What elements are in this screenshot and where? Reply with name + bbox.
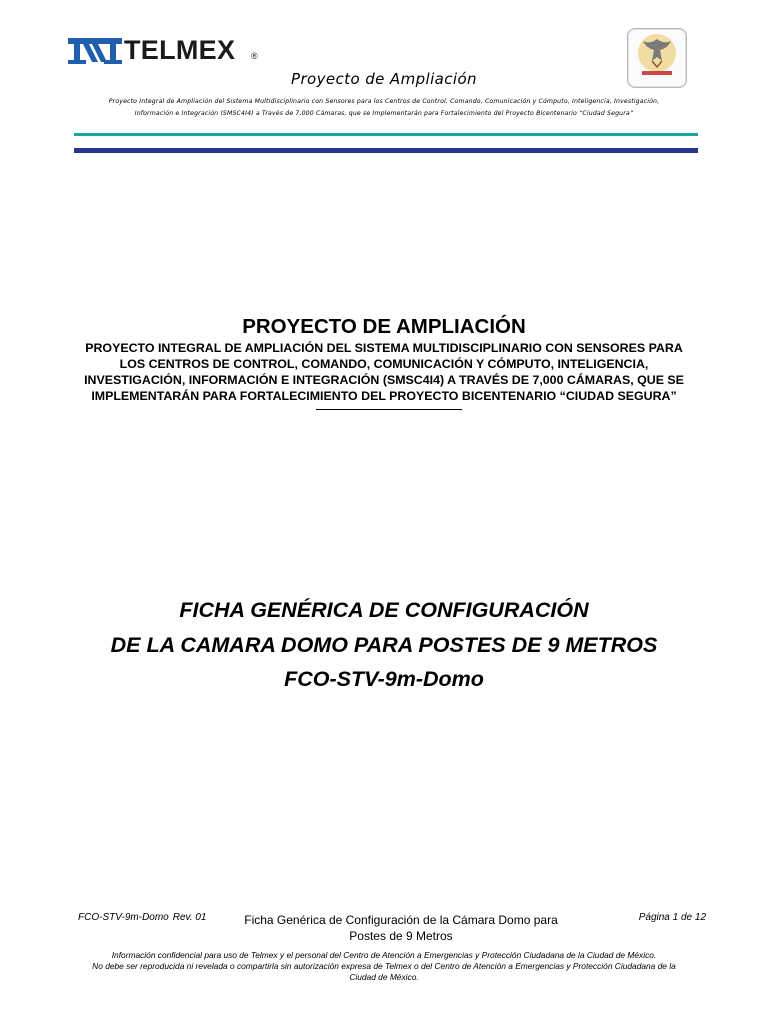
telmex-logo-icon — [68, 34, 122, 66]
document-title-line-1: FICHA GENÉRICA DE CONFIGURACIÓN — [179, 598, 589, 622]
footer-title-line: Ficha Genérica de Configuración de la Cámara Domo para — [244, 913, 558, 927]
telmex-logo — [68, 34, 264, 68]
main-description — [72, 340, 696, 404]
main-description-line: LOS CENTROS DE CONTROL, COMANDO, COMUNICACIÓN Y CÓMPUTO, INTELIGENCIA, — [119, 357, 649, 371]
footer-confidential-notice — [60, 950, 708, 983]
title-underline — [316, 409, 462, 410]
header-title: Proyecto de Ampliación — [291, 70, 477, 88]
main-description-line: IMPLEMENTARÁN PARA FORTALECIMIENTO DEL PROYECTO BICENTENARIO “CIUDAD SEGURA” — [91, 389, 677, 403]
confidential-line: Ciudad de México. — [349, 972, 419, 982]
document-title-line-2: DE LA CAMARA DOMO PARA POSTES DE 9 METROS — [110, 633, 658, 657]
main-title: PROYECTO DE AMPLIACIÓN — [242, 315, 526, 338]
confidential-line: Información confidencial para uso de Telmex y el personal del Centro de Atención a Emergencias y Protección Ciudadana de la Ciudad de México. — [111, 950, 657, 960]
footer-rev-number: 01 — [195, 912, 207, 923]
document-code: FCO-STV-9m-Domo — [284, 667, 484, 691]
main-description-line: PROYECTO INTEGRAL DE AMPLIACIÓN DEL SISTEMA MULTIDISCIPLINARIO CON SENSORES PARA — [85, 341, 683, 355]
footer-document-code — [78, 912, 206, 923]
footer-title-line: Postes de 9 Metros — [349, 929, 453, 943]
telmex-wordmark: TELMEX — [124, 35, 236, 65]
footer-title — [224, 912, 578, 944]
footer-page-number: Página 1 de 12 — [638, 912, 706, 923]
footer-code-text: FCO-STV-9m-Domo — [78, 912, 169, 923]
registered-mark: ® — [251, 51, 258, 61]
main-description-line: INVESTIGACIÓN, INFORMACIÓN E INTEGRACIÓN (SMSC4I4) A TRAVÉS DE 7,000 CÁMARAS, QUE SE — [84, 373, 684, 387]
footer-rev-label: Rev. — [172, 912, 193, 923]
confidential-line: No debe ser reproducida ni revelada o compartirla sin autorización expresa de Telmex o del Centro de Atención a Emergencias y Protección Ciudadana de la — [92, 961, 676, 971]
header-rule-navy — [74, 148, 698, 153]
header-subtitle — [80, 96, 688, 120]
header-subtitle-line: Proyecto Integral de Ampliación del Sistema Multidisciplinario con Sensores para los Centros de Control, Comando, Comunicación y Cómputo, Inteligencia, Investigación, — [108, 98, 660, 105]
header-rule-teal — [74, 133, 698, 136]
header-subtitle-line: Información e Integración (SMSC4I4) a Través de 7,000 Cámaras, que se Implementarán para Fortalecimiento del Proyecto Bicentenario “Ciudad Segura” — [134, 110, 634, 117]
